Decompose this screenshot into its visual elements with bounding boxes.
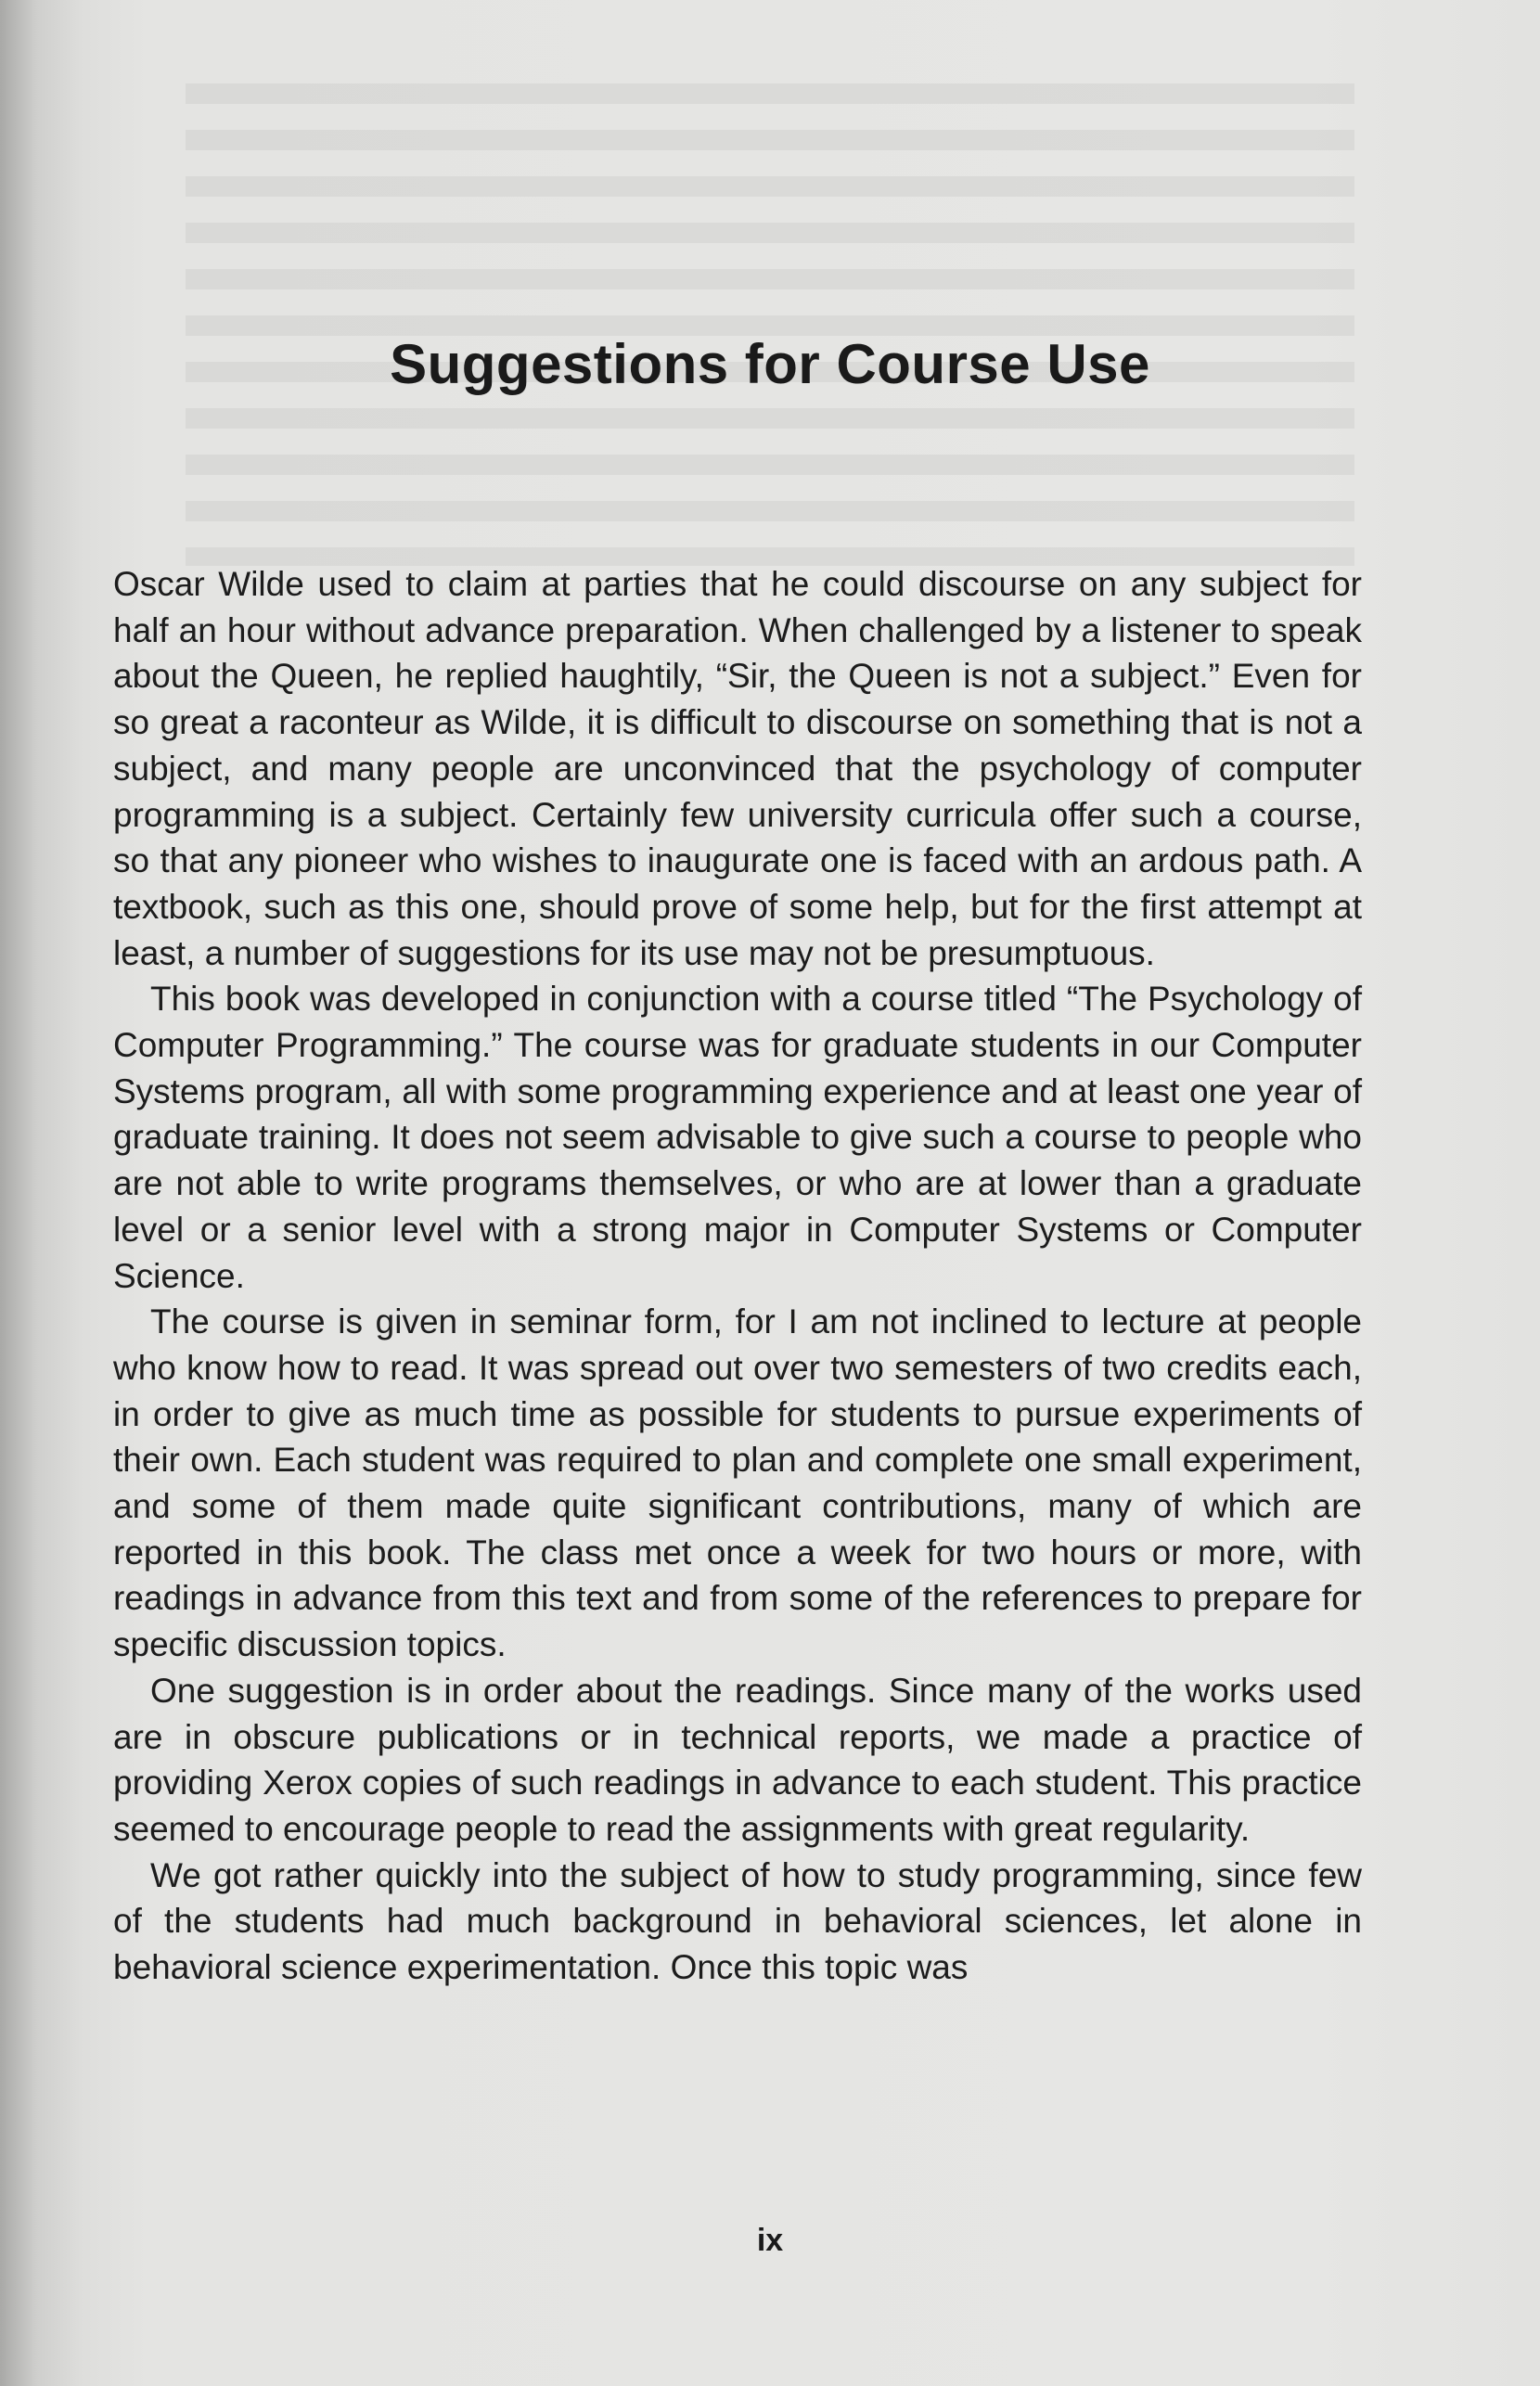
body-text <box>113 561 1362 1991</box>
paragraph-1: Oscar Wilde used to claim at parties that he could discourse on any subject for half an hour without advance preparation. When challenged by a listener to speak about the Queen, he replied haughtily, “Sir, the Queen is not a subject.” Even for so great a raconteur as Wilde, it is difficult to discourse on something that is not a subject, and many people are unconvinced that the psychology of computer programming is a subject. Certainly few university curricula offer such a course, so that any pioneer who wishes to inaugurate one is faced with an ardous path. A textbook, such as this one, should prove of some help, but for the first attempt at least, a number of suggestions for its use may not be presumptuous. <box>113 565 1362 972</box>
paragraph-3: The course is given in seminar form, for I am not inclined to lecture at people who know how to read. It was spread out over two semesters of two credits each, in order to give as much time as possible for students to pursue experiments of their own. Each student was required to plan and complete one small experiment, and some of them made quite significant contributions, many of which are reported in this book. The class met once a week for two hours or more, with readings in advance from this text and from some of the references to prepare for specific discussion topics. <box>113 1302 1362 1664</box>
page-title: Suggestions for Course Use <box>390 333 1150 395</box>
paragraph-2: This book was developed in conjunction with a course titled “The Psychology of Computer Programming.” The course was for graduate students in our Computer Systems program, all with some programming experience and at least one year of graduate training. It does not seem advisable to give such a course to people who are not able to write programs themselves, or who are at lower than a graduate level or a senior level with a strong major in Computer Systems or Computer Science. <box>113 980 1362 1295</box>
paragraph-4: One suggestion is in order about the readings. Since many of the works used are in obscure publications or in technical reports, we made a practice of providing Xerox copies of such readings in advance to each student. This practice seemed to encourage people to read the assignments with great regularity. <box>113 1671 1362 1848</box>
paragraph-5: We got rather quickly into the subject of how to study programming, since few of the students had much background in behavioral sciences, let alone in behavioral science experimentation. Once this topic was <box>113 1855 1362 1987</box>
page-number: ix <box>756 2223 784 2258</box>
show-through-text <box>186 83 1354 566</box>
